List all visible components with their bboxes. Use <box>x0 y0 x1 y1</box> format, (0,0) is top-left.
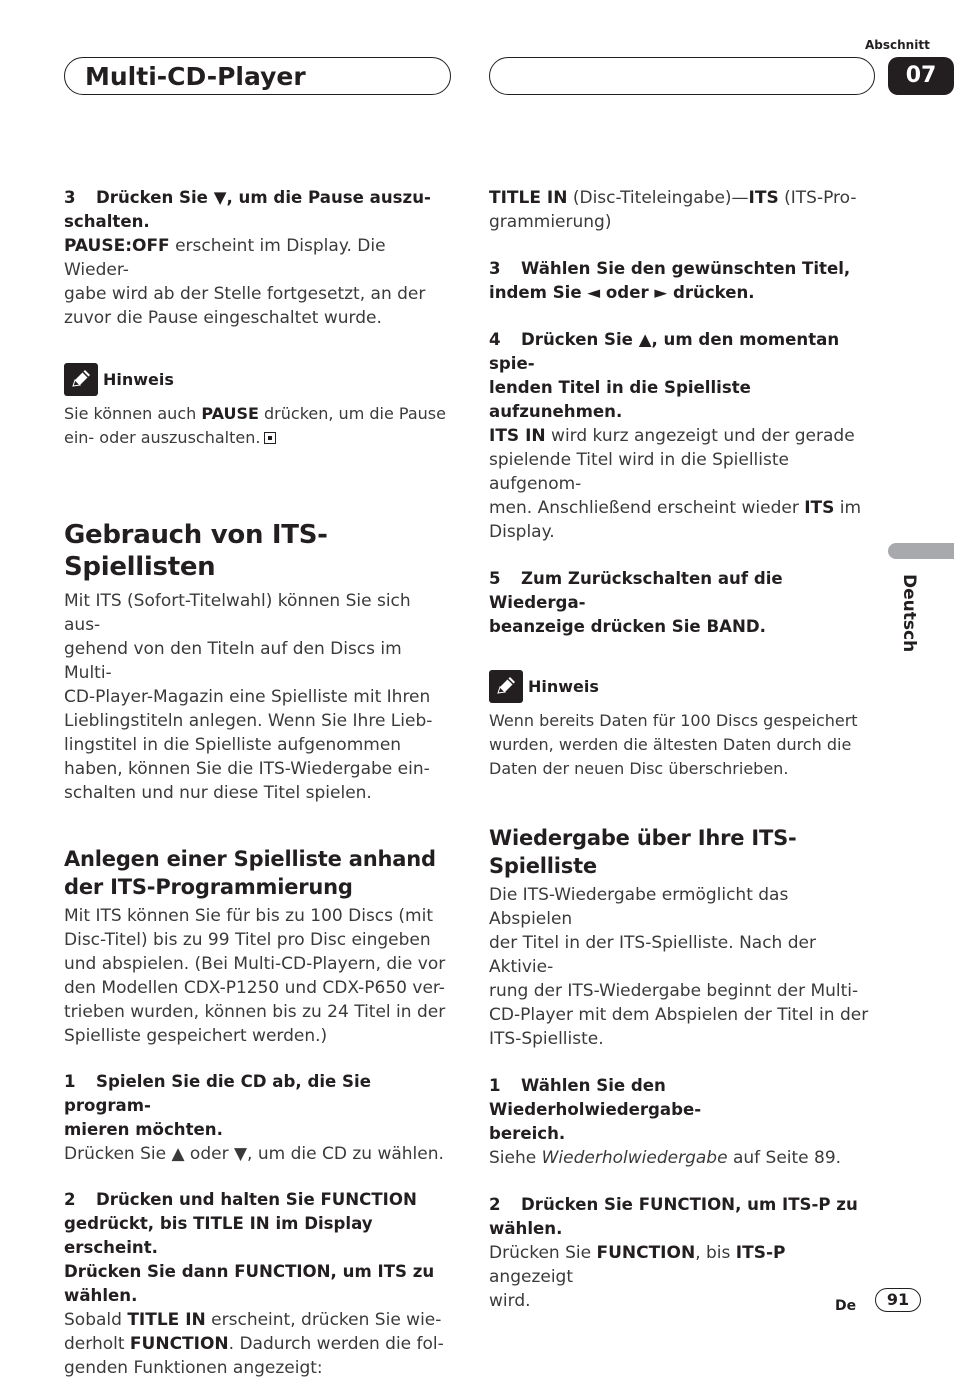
note-box <box>489 669 874 781</box>
step-heading: 4 Drücken Sie ▲, um den momentan spie- lenden Titel in die Spielliste aufzunehmen. <box>489 330 840 421</box>
left-column <box>64 186 446 1380</box>
step-heading: 3 Wählen Sie den gewünschten Titel, indem Sie ◄ oder ► drücken. <box>489 259 851 302</box>
page-number: 91 <box>875 1288 921 1312</box>
language-tab-label: Deutsch <box>899 574 919 653</box>
end-of-section-icon <box>264 432 276 444</box>
step-heading: 5 Zum Zurückschalten auf die Wiederga- beanzeige drücken Sie BAND. <box>489 569 783 636</box>
step-body: PAUSE:OFF erscheint im Display. Die Wieder- gabe wird ab der Stelle fortgesetzt, an der zuvor die Pause eingeschaltet wurde. <box>64 236 426 328</box>
section-label: Abschnitt <box>865 38 930 52</box>
step-heading: 3 Drücken Sie ▼, um die Pause auszu- schalten. <box>64 188 431 231</box>
note-text: Sie können auch PAUSE drücken, um die Pause ein- oder auszuschalten. <box>64 404 446 447</box>
section-number-badge: 07 <box>888 57 954 95</box>
note-text: Wenn bereits Daten für 100 Discs gespeichert wurden, werden die ältesten Daten durch die Daten der neuen Disc überschrieben. <box>489 711 858 778</box>
note-label: Hinweis <box>528 676 599 696</box>
step-heading: 2 Drücken Sie FUNCTION, um ITS-P zu wählen. <box>489 1195 858 1238</box>
right-column <box>489 186 874 1313</box>
step-body: Drücken Sie FUNCTION, bis ITS-P angezeigt wird. <box>489 1243 786 1311</box>
language-tab-marker <box>888 543 954 559</box>
chapter-title: Multi-CD-Player <box>85 62 306 91</box>
continued-text: TITLE IN (Disc-Titeleingabe)—ITS (ITS-Pro- grammierung) <box>489 188 857 232</box>
subsection-paragraph: Mit ITS können Sie für bis zu 100 Discs (mit Disc-Titel) bis zu 99 Titel pro Disc eingeben und abspielen. (Bei Multi-CD-Playern, die vor den Modellen CDX-P1250 und CDX-P650 ver- trieben wurden, können bis zu 24 Titel in der Spielliste gespeichert werden.) <box>64 906 446 1046</box>
subsection-heading: Anlegen einer Spielliste anhand der ITS-Programmierung <box>64 847 436 899</box>
pencil-note-icon <box>64 363 98 396</box>
step-heading: 2 Drücken und halten Sie FUNCTION gedrückt, bis TITLE IN im Display erscheint. Drücken Sie dann FUNCTION, um ITS zu wählen. <box>64 1190 435 1305</box>
subsection-paragraph: Die ITS-Wiedergabe ermöglicht das Abspielen der Titel in der ITS-Spielliste. Nach der Aktivie- rung der ITS-Wiedergabe beginnt der Multi- CD-Player mit dem Abspielen der Titel in der ITS-Spielliste. <box>489 885 869 1049</box>
pencil-note-icon <box>489 670 523 703</box>
step-body: Sobald TITLE IN erscheint, drücken Sie wie- derholt FUNCTION. Dadurch werden die fol- genden Funktionen angezeigt: <box>64 1310 444 1378</box>
step-body: Drücken Sie ▲ oder ▼, um die CD zu wählen. <box>64 1144 444 1164</box>
footer-language-code: De <box>835 1298 857 1314</box>
header-empty-pill <box>489 57 875 95</box>
subsection-heading: Wiedergabe über Ihre ITS-Spielliste <box>489 826 797 878</box>
step-heading: 1 Spielen Sie die CD ab, die Sie program- mieren möchten. <box>64 1072 371 1139</box>
intro-paragraph: Mit ITS (Sofort-Titelwahl) können Sie sich aus- gehend von den Titeln auf den Discs im Multi- CD-Player-Magazin eine Spielliste mit Ihren Lieblingstiteln anlegen. Wenn Sie Ihre Lieb- lingstitel in die Spielliste aufgenommen haben, können Sie die ITS-Wiedergabe ein- schalten und nur diese Titel spielen. <box>64 591 433 803</box>
step-body: ITS IN wird kurz angezeigt und der gerade spielende Titel wird in die Spielliste aufgenom- men. Anschließend erscheint wieder ITS im Display. <box>489 426 862 542</box>
step-body: Siehe Wiederholwiedergabe auf Seite 89. <box>489 1148 842 1168</box>
note-box <box>64 362 446 450</box>
step-heading: 1 Wählen Sie den Wiederholwiedergabe- bereich. <box>489 1076 702 1143</box>
section-heading: Gebrauch von ITS-Spiellisten <box>64 520 328 582</box>
note-label: Hinweis <box>103 369 174 389</box>
chapter-title-pill <box>64 57 451 95</box>
